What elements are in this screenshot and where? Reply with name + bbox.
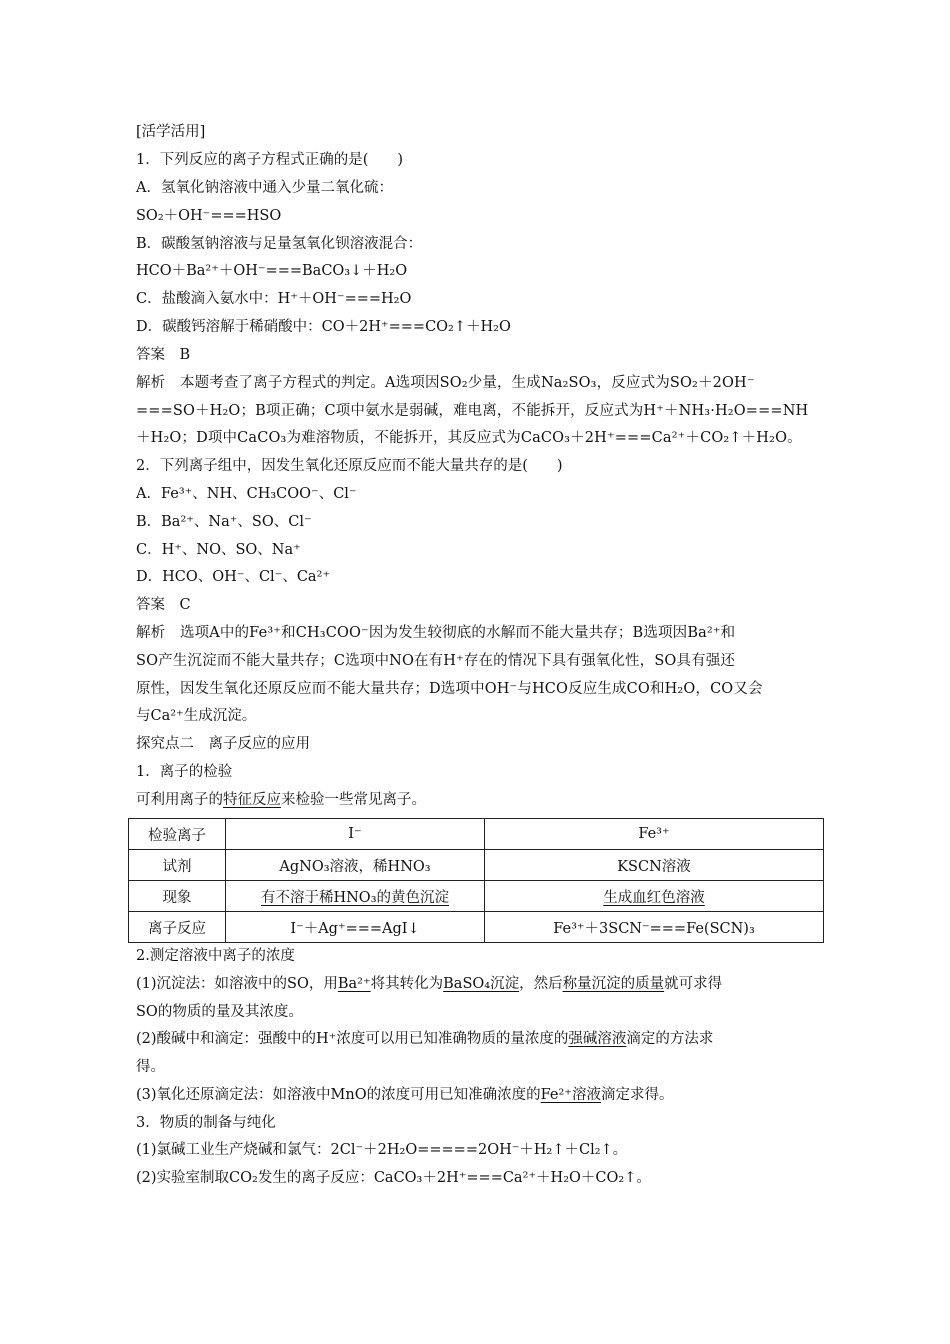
underlined-characteristic-reaction: 特征反应 xyxy=(223,792,281,808)
q1-option-b-equation: HCO＋Ba²⁺＋OH⁻===BaCO₃↓＋H₂O xyxy=(136,263,408,279)
acid-base-titration-line-1: (2)酸碱中和滴定：强酸中的H⁺浓度可以用已知准确物质的量浓度的强碱溶液滴定的方法求 xyxy=(136,1031,714,1047)
table-cell: Fe³⁺ xyxy=(485,819,824,850)
q1-analysis-line-3: ＋H₂O；D项中CaCO₃为难溶物质，不能拆开，其反应式为CaCO₃＋2H⁺===Ca²⁺＋CO₂↑＋H₂O。 xyxy=(136,430,802,446)
section-heading-practice: [活学活用] xyxy=(136,124,206,140)
table-row xyxy=(129,881,824,912)
table-row xyxy=(129,850,824,881)
table-cell: 现象 xyxy=(129,881,226,912)
q1-option-b: B．碳酸氢钠溶液与足量氢氧化钡溶液混合： xyxy=(136,236,423,252)
q2-analysis-line-4: 与Ca²⁺生成沉淀。 xyxy=(136,708,257,724)
q2-analysis-line-1: 解析 选项A中的Fe³⁺和CH₃COO⁻因为发生较彻底的水解而不能大量共存；B选项因Ba²⁺和 xyxy=(136,625,736,641)
table-cell: Fe³⁺＋3SCN⁻===Fe(SCN)₃ xyxy=(485,912,824,943)
table-cell: AgNO₃溶液，稀HNO₃ xyxy=(226,850,485,881)
q1-analysis-line-2: ===SO＋H₂O；B项正确；C项中氨水是弱碱，难电离，不能拆开，反应式为H⁺＋NH₃·H₂O===NH xyxy=(136,403,809,419)
precipitation-method-line-1: (1)沉淀法：如溶液中的SO，用Ba²⁺将其转化为BaSO₄沉淀，然后称量沉淀的质量就可求得 xyxy=(136,976,723,992)
table-cell xyxy=(226,881,485,912)
underlined-answer: BaSO₄沉淀 xyxy=(443,976,520,992)
question-2: 2．下列离子组中，因发生氧化还原反应而不能大量共存的是( ) xyxy=(136,458,563,474)
underlined-answer: Ba²⁺ xyxy=(337,976,371,992)
underlined-answer: 强碱溶液 xyxy=(568,1031,627,1047)
underlined-answer: 称量沉淀的质量 xyxy=(562,976,665,992)
table-cell: KSCN溶液 xyxy=(485,850,824,881)
co2-preparation-line: (2)实验室制取CO₂发生的离子反应：CaCO₃＋2H⁺===Ca²⁺＋H₂O＋CO₂↑。 xyxy=(136,1170,651,1186)
ion-detection-table xyxy=(128,818,824,943)
q2-analysis-line-3: 原性，因发生氧化还原反应而不能大量共存；D选项中OH⁻与HCO反应生成CO和H₂O，CO又会 xyxy=(136,681,763,697)
ion-detection-intro: 可利用离子的特征反应来检验一些常见离子。 xyxy=(136,792,426,808)
subheading-preparation: 3．物质的制备与纯化 xyxy=(136,1115,276,1131)
chlor-alkali-line: (1)氯碱工业生产烧碱和氯气：2Cl⁻＋2H₂O=====2OH⁻＋H₂↑＋Cl₂↑。 xyxy=(136,1142,628,1158)
question-1: 1．下列反应的离子方程式正确的是( ) xyxy=(136,152,404,168)
redox-titration-line: (3)氧化还原滴定法：如溶液中MnO的浓度可用已知准确浓度的Fe²⁺溶液滴定求得。 xyxy=(136,1087,674,1103)
q2-option-a: A．Fe³⁺、NH、CH₃COO⁻、Cl⁻ xyxy=(136,486,357,502)
underlined-answer: 有不溶于稀HNO₃的黄色沉淀 xyxy=(260,889,450,906)
table-cell xyxy=(485,881,824,912)
q1-analysis-line-1: 解析 本题考查了离子方程式的判定。A选项因SO₂少量，生成Na₂SO₃，反应式为SO₂＋2OH⁻ xyxy=(136,375,755,391)
table-cell: I⁻＋Ag⁺===AgI↓ xyxy=(226,912,485,943)
q1-option-d: D．碳酸钙溶解于稀硝酸中：CO＋2H⁺===CO₂↑＋H₂O xyxy=(136,319,511,335)
table-cell: 检验离子 xyxy=(129,819,226,850)
precipitation-method-line-2: SO的物质的量及其浓度。 xyxy=(136,1004,303,1020)
q1-answer: 答案 B xyxy=(136,347,191,363)
q2-option-c: C．H⁺、NO、SO、Na⁺ xyxy=(136,542,301,558)
q2-answer: 答案 C xyxy=(136,597,191,613)
table-cell: 离子反应 xyxy=(129,912,226,943)
underlined-answer: 生成血红色溶液 xyxy=(603,889,705,906)
q2-option-d: D．HCO、OH⁻、Cl⁻、Ca²⁺ xyxy=(136,569,331,585)
q1-option-a: A．氢氧化钠溶液中通入少量二氧化硫： xyxy=(136,180,393,196)
acid-base-titration-line-2: 得。 xyxy=(136,1059,165,1075)
table-row xyxy=(129,912,824,943)
subheading-ion-detection: 1．离子的检验 xyxy=(136,764,233,780)
q2-analysis-line-2: SO产生沉淀而不能大量共存；C选项中NO在有H⁺存在的情况下具有强氧化性，SO具有强还 xyxy=(136,653,736,669)
table-cell: 试剂 xyxy=(129,850,226,881)
table-cell: I⁻ xyxy=(226,819,485,850)
underlined-answer: Fe²⁺溶液 xyxy=(540,1087,601,1103)
subheading-concentration: 2.测定溶液中离子的浓度 xyxy=(136,948,295,964)
q1-option-c: C．盐酸滴入氨水中：H⁺＋OH⁻===H₂O xyxy=(136,291,412,307)
section-heading-applications: 探究点二 离子反应的应用 xyxy=(136,736,310,752)
q1-option-a-equation: SO₂＋OH⁻===HSO xyxy=(136,208,282,224)
q2-option-b: B．Ba²⁺、Na⁺、SO、Cl⁻ xyxy=(136,514,312,530)
table-row xyxy=(129,819,824,850)
